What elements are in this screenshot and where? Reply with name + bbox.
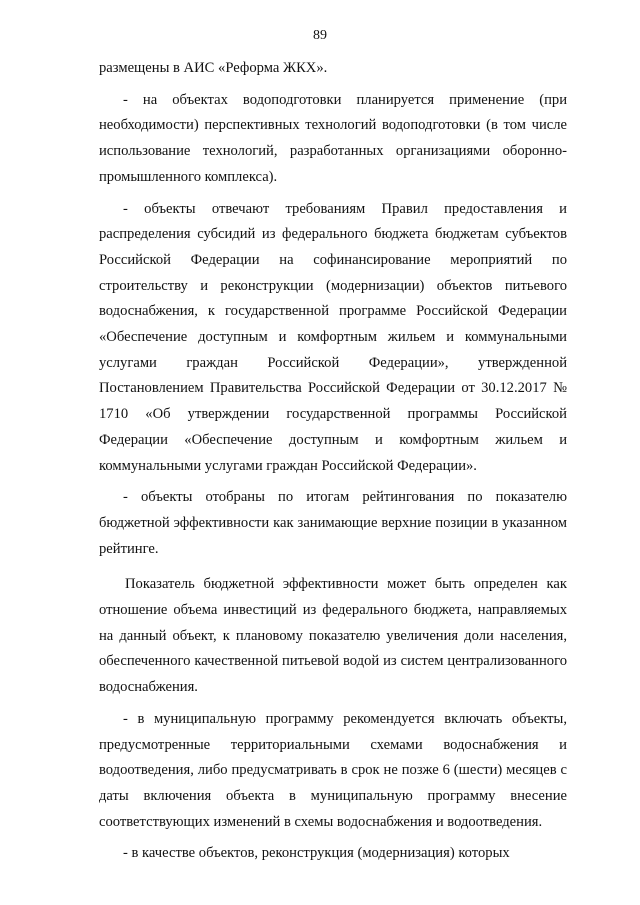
paragraph-continuation: размещены в АИС «Реформа ЖКХ». <box>99 60 328 76</box>
paragraph-budget-efficiency: Показатель бюджетной эффективности может быть определен как отношение объема инвестиций из федерального бюджета, направляемых на данный объект, к плановому показателю увеличения доли населения, обеспеченного качественной питьевой водой из систем централизованного водоснабжения. <box>99 576 567 696</box>
paragraph-reconstruction-objects: - в качестве объектов, реконструкция (модернизация) которых <box>123 845 510 862</box>
page-number: 89 <box>313 28 327 43</box>
paragraph-subsidy-rules: - объекты отвечают требованиям Правил предоставления и распределения субсидий из федерального бюджета бюджетам субъектов Российской Федерации на софинансирование мероприятий по строительству и реконструкции (модернизации) объектов питьевого водоснабжения, к государственной программе Российской Федерации «Обеспечение доступным и комфортным жильем и коммунальными услугами граждан Российской Федерации», утвержденной Постановлением Правительства Российской Федерации от 30.12.2017 № 1710 «Об утверждении государственной программы Российской Федерации «Обеспечение доступным и комфортным жильем и коммунальными услугами граждан Российской Федерации». <box>99 200 567 474</box>
paragraph-water-treatment: - на объектах водоподготовки планируется применение (при необходимости) перспективных технологий водоподготовки (в том числе использование технологий, разработанных организациями оборонно-промышленного комплекса). <box>99 91 567 185</box>
paragraph-municipal-program: - в муниципальную программу рекомендуется включать объекты, предусмотренные территориальными схемами водоснабжения и водоотведения, либо предусматривать в срок не позже 6 (шести) месяцев с даты включения объекта в муниципальную программу внесение соответствующих изменений в схемы водоснабжения и водоотведения. <box>99 710 567 830</box>
document-body <box>99 56 567 867</box>
paragraph-rating-selection: - объекты отобраны по итогам рейтингования по показателю бюджетной эффективности как занимающие верхние позиции в указанном рейтинге. <box>99 489 567 557</box>
